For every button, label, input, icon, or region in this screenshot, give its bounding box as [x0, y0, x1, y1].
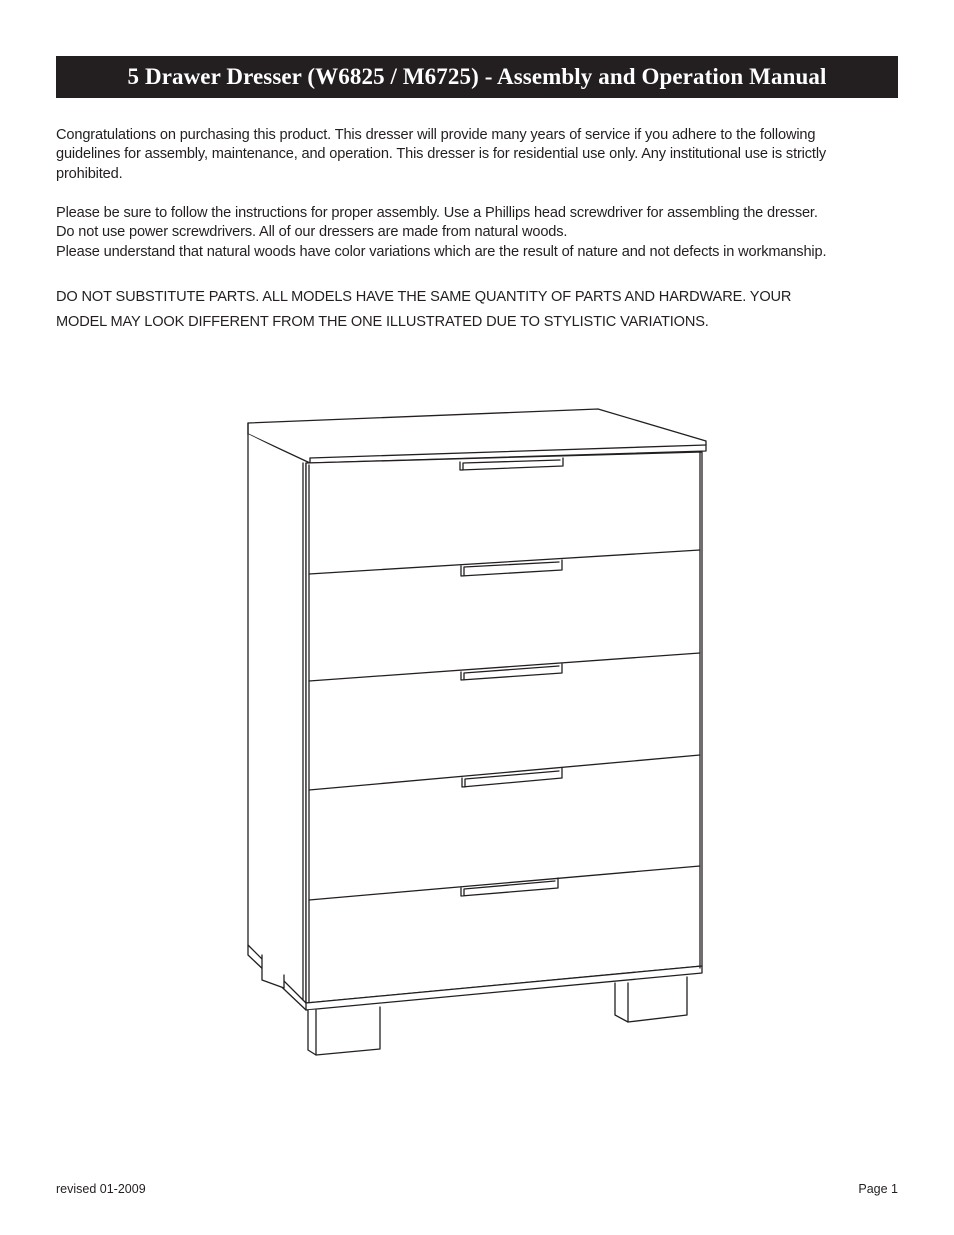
dresser-side-panel — [248, 434, 306, 1003]
warning-line: DO NOT SUBSTITUTE PARTS. ALL MODELS HAVE THE SAME QUANTITY OF PARTS AND HARDWARE. YOUR — [56, 289, 792, 305]
intro-paragraph — [56, 126, 906, 184]
instructions-line: Do not use power screwdrivers. All of our dressers are made from natural woods. — [56, 224, 568, 241]
instructions-line: Please understand that natural woods have color variations which are the result of nature and not defects in workmanship. — [56, 243, 827, 260]
dresser-foot — [308, 1007, 380, 1055]
warning-line: MODEL MAY LOOK DIFFERENT FROM THE ONE ILLUSTRATED DUE TO STYLISTIC VARIATIONS. — [56, 314, 709, 330]
intro-line: Congratulations on purchasing this product. This dresser will provide many years of service if you adhere to the following — [56, 127, 816, 143]
dresser-front — [306, 452, 702, 1003]
page-number: Page 1 — [858, 1182, 898, 1196]
intro-line: prohibited. — [56, 165, 123, 182]
warning-paragraph — [56, 285, 906, 335]
page-title: 5 Drawer Dresser (W6825 / M6725) - Assembly and Operation Manual — [56, 56, 898, 98]
dresser-foot — [615, 977, 687, 1022]
revision-date: revised 01-2009 — [56, 1182, 146, 1196]
dresser-illustration — [213, 390, 733, 1070]
intro-line: guidelines for assembly, maintenance, and operation. This dresser is for residential use only. Any institutional use is strictly — [56, 146, 827, 163]
instructions-paragraph — [56, 204, 906, 262]
instructions-line: Please be sure to follow the instructions for proper assembly. Use a Phillips head screwdriver for assembling the dresser. — [56, 205, 818, 221]
